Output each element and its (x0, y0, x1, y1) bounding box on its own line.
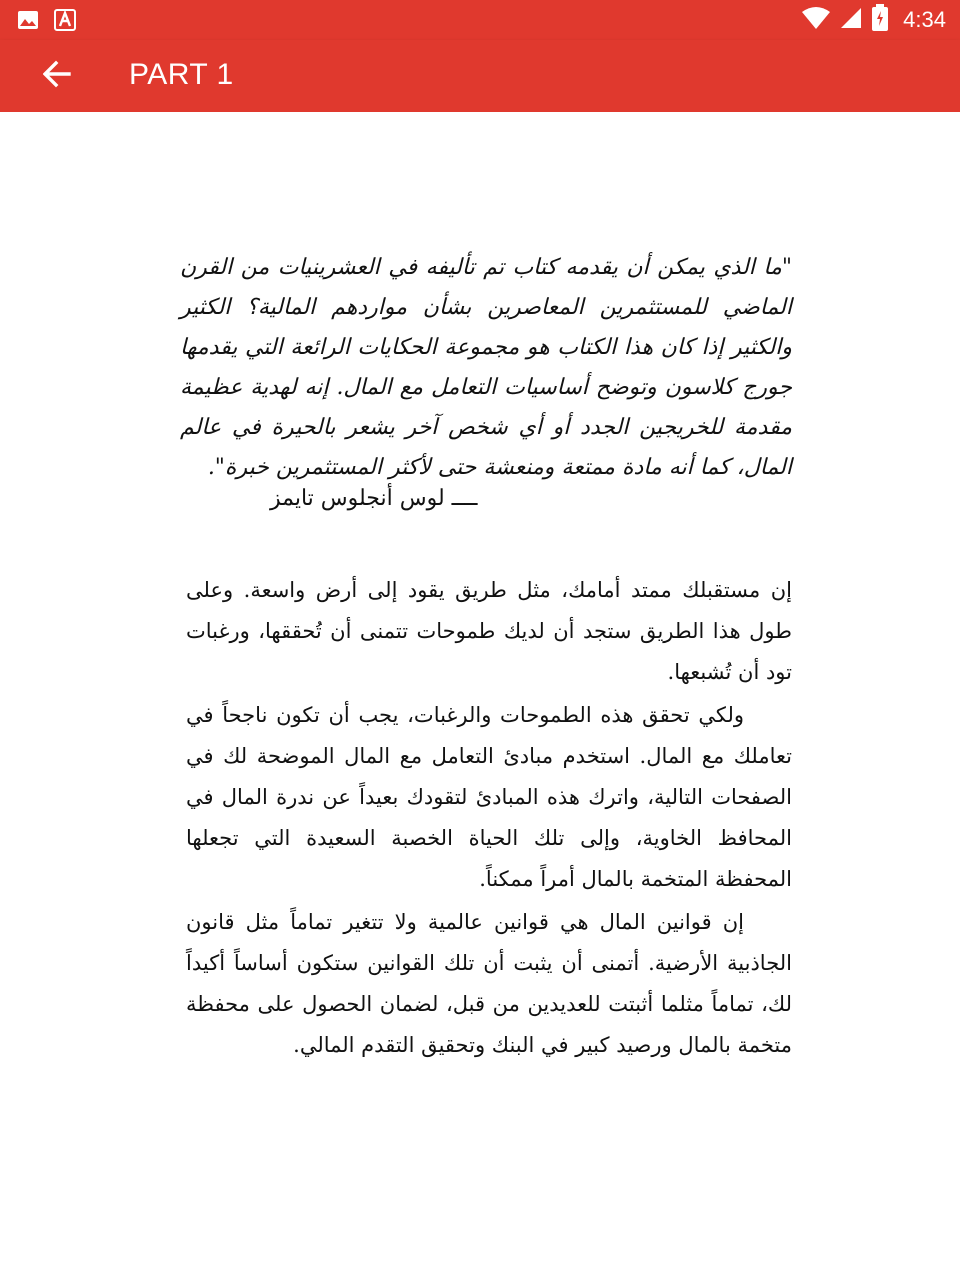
notification-icons (16, 8, 76, 36)
wifi-icon (801, 6, 831, 34)
quote-source: ــــ لوس أنجلوس تايمز (270, 486, 478, 511)
app-bar (0, 40, 960, 112)
paragraph-1: إن مستقبلك ممتد أمامك، مثل طريق يقود إلى أرض واسعة. وعلى طول هذا الطريق ستجد أن لديك طموحات تتمنى أن تُحققها، ورغبات تود أن تُشبعها. (186, 578, 792, 684)
paragraph-3: إن قوانين المال هي قوانين عالمية ولا تتغير تماماً مثل قانون الجاذبية الأرضية. أتمنى أن يثبت أن تلك القوانين ستكون أساساً أكيداً لك، تماماً مثلما أثبتت للعديدين من قبل، لضمان الحصول على محفظة متخمة بالمال ورصيد كبير في البنك وتحقيق التقدم المالي. (186, 910, 792, 1057)
back-button[interactable] (28, 52, 86, 100)
quote-text: "ما الذي يمكن أن يقدمه كتاب تم تأليفه في العشرينيات من القرن الماضي للمستثمرين المعاصرين بشأن مواردهم المالية؟ الكثير والكثير إذا كان هذا الكتاب هو مجموعة الحكايات الرائعة التي يقدمها جورج كلاسون وتوضح أساسيات التعامل مع المال. إنه لهدية عظيمة مقدمة للخريجين الجدد أو أي شخص آخر يشعر بالحيرة في عالم المال، كما أنه مادة ممتعة ومنعشة حتى لأكثر المستثمرين خبرة". (180, 255, 792, 480)
status-bar (0, 0, 960, 40)
body-text (186, 570, 792, 1066)
status-time: 4:34 (903, 7, 946, 32)
signal-icon (839, 6, 863, 34)
paragraph-2: ولكي تحقق هذه الطموحات والرغبات، يجب أن تكون ناجحاً في تعاملك مع المال. استخدم مبادئ التعامل مع المال الموضحة لك في الصفحات التالية، واترك هذه المبادئ لتقودك بعيداً عن ندرة المال في المحافظ الخاوية، وإلى تلك الحياة الخصبة السعيدة التي تجعلها المحفظة المتخمة بالمال أمراً ممكناً. (186, 703, 792, 891)
text-a-icon (54, 8, 76, 36)
arrow-left-icon (43, 60, 71, 92)
system-status (801, 0, 946, 40)
book-page (0, 112, 960, 1280)
image-icon (16, 8, 40, 36)
page-title: PART 1 (129, 58, 234, 91)
battery-icon (871, 4, 889, 36)
